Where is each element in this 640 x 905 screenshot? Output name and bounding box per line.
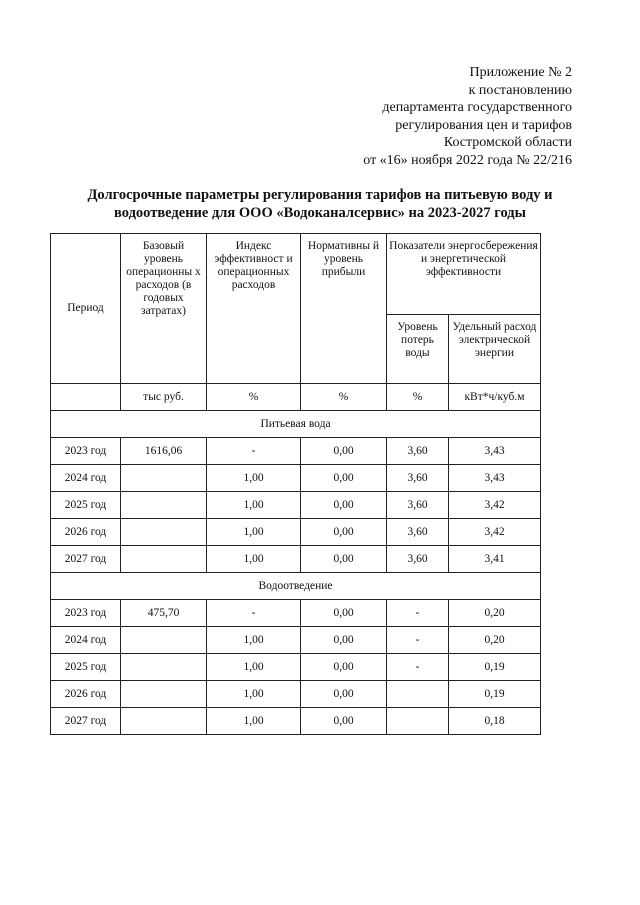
- cell-base-level: [121, 654, 207, 681]
- unit-water-loss: %: [387, 384, 449, 411]
- cell-efficiency-index: 1,00: [207, 681, 301, 708]
- cell-period: 2025 год: [51, 654, 121, 681]
- cell-period: 2025 год: [51, 492, 121, 519]
- document-title: [50, 186, 590, 222]
- cell-normative-profit: 0,00: [301, 681, 387, 708]
- cell-base-level: 1616,06: [121, 438, 207, 465]
- table-row: [51, 627, 541, 654]
- cell-specific-consumption: 3,42: [449, 492, 541, 519]
- appendix-line: от «16» ноября 2022 года № 22/216: [363, 152, 572, 168]
- section-title: Питьевая вода: [51, 411, 541, 438]
- cell-specific-consumption: 0,18: [449, 708, 541, 735]
- section-row-wastewater: [51, 573, 541, 600]
- table-row: [51, 438, 541, 465]
- cell-water-loss: 3,60: [387, 492, 449, 519]
- cell-efficiency-index: 1,00: [207, 492, 301, 519]
- cell-efficiency-index: 1,00: [207, 708, 301, 735]
- cell-efficiency-index: 1,00: [207, 627, 301, 654]
- unit-normative-profit: %: [301, 384, 387, 411]
- cell-water-loss: 3,60: [387, 546, 449, 573]
- cell-water-loss: 3,60: [387, 438, 449, 465]
- cell-water-loss: 3,60: [387, 519, 449, 546]
- units-row: [51, 384, 541, 411]
- title-line-1: Долгосрочные параметры регулирования тарифов на питьевую воду и: [87, 187, 553, 203]
- header-efficiency-index: Индекс эффективност и операционных расходов: [207, 234, 301, 384]
- cell-water-loss: -: [387, 654, 449, 681]
- cell-base-level: [121, 546, 207, 573]
- cell-efficiency-index: 1,00: [207, 546, 301, 573]
- unit-efficiency-index: %: [207, 384, 301, 411]
- cell-specific-consumption: 0,19: [449, 681, 541, 708]
- cell-period: 2027 год: [51, 546, 121, 573]
- cell-base-level: 475,70: [121, 600, 207, 627]
- cell-water-loss: [387, 681, 449, 708]
- cell-normative-profit: 0,00: [301, 627, 387, 654]
- cell-specific-consumption: 0,19: [449, 654, 541, 681]
- unit-base-level: тыс руб.: [121, 384, 207, 411]
- header-energy-group: Показатели энергосбережения и энергетической эффективности: [387, 234, 541, 315]
- cell-normative-profit: 0,00: [301, 600, 387, 627]
- table-row: [51, 681, 541, 708]
- cell-water-loss: -: [387, 600, 449, 627]
- appendix-line: Приложение № 2: [469, 65, 572, 80]
- section-row-drinking-water: [51, 411, 541, 438]
- cell-base-level: [121, 519, 207, 546]
- appendix-line: к постановлению: [468, 82, 572, 98]
- table-row: [51, 519, 541, 546]
- appendix-line: регулирования цен и тарифов: [395, 117, 572, 133]
- cell-period: 2026 год: [51, 681, 121, 708]
- cell-period: 2024 год: [51, 627, 121, 654]
- cell-normative-profit: 0,00: [301, 708, 387, 735]
- parameters-table: [50, 233, 541, 735]
- header-specific-consumption: Удельный расход электрической энергии: [449, 315, 541, 384]
- cell-efficiency-index: 1,00: [207, 465, 301, 492]
- cell-base-level: [121, 492, 207, 519]
- cell-base-level: [121, 465, 207, 492]
- cell-normative-profit: 0,00: [301, 438, 387, 465]
- cell-efficiency-index: 1,00: [207, 654, 301, 681]
- cell-water-loss: 3,60: [387, 465, 449, 492]
- cell-base-level: [121, 681, 207, 708]
- cell-normative-profit: 0,00: [301, 546, 387, 573]
- table-row: [51, 465, 541, 492]
- cell-base-level: [121, 708, 207, 735]
- cell-specific-consumption: 0,20: [449, 627, 541, 654]
- cell-normative-profit: 0,00: [301, 654, 387, 681]
- cell-normative-profit: 0,00: [301, 519, 387, 546]
- unit-specific-consumption: кВт*ч/куб.м: [449, 384, 541, 411]
- table-row: [51, 546, 541, 573]
- cell-specific-consumption: 3,41: [449, 546, 541, 573]
- appendix-line: департамента государственного: [382, 100, 572, 115]
- title-line-2: водоотведение для ООО «Водоканалсервис» на 2023-2027 годы: [114, 205, 526, 221]
- cell-period: 2023 год: [51, 438, 121, 465]
- cell-normative-profit: 0,00: [301, 465, 387, 492]
- cell-specific-consumption: 3,42: [449, 519, 541, 546]
- cell-period: 2023 год: [51, 600, 121, 627]
- unit-period: [51, 384, 121, 411]
- cell-specific-consumption: 3,43: [449, 465, 541, 492]
- header-period: Период: [51, 234, 121, 384]
- appendix-header: [363, 64, 572, 169]
- cell-water-loss: -: [387, 627, 449, 654]
- cell-period: 2026 год: [51, 519, 121, 546]
- cell-base-level: [121, 627, 207, 654]
- table-row: [51, 708, 541, 735]
- section-title: Водоотведение: [51, 573, 541, 600]
- cell-water-loss: [387, 708, 449, 735]
- header-normative-profit: Нормативны й уровень прибыли: [301, 234, 387, 384]
- header-row-1: [51, 234, 541, 315]
- cell-efficiency-index: 1,00: [207, 519, 301, 546]
- cell-specific-consumption: 3,43: [449, 438, 541, 465]
- appendix-line: Костромской области: [443, 135, 572, 150]
- cell-efficiency-index: -: [207, 438, 301, 465]
- cell-efficiency-index: -: [207, 600, 301, 627]
- header-water-loss: Уровень потерь воды: [387, 315, 449, 384]
- table-row: [51, 492, 541, 519]
- table-row: [51, 600, 541, 627]
- cell-normative-profit: 0,00: [301, 492, 387, 519]
- cell-period: 2027 год: [51, 708, 121, 735]
- table-row: [51, 654, 541, 681]
- cell-period: 2024 год: [51, 465, 121, 492]
- header-base-level: Базовый уровень операционны х расходов (в годовых затратах): [121, 234, 207, 384]
- cell-specific-consumption: 0,20: [449, 600, 541, 627]
